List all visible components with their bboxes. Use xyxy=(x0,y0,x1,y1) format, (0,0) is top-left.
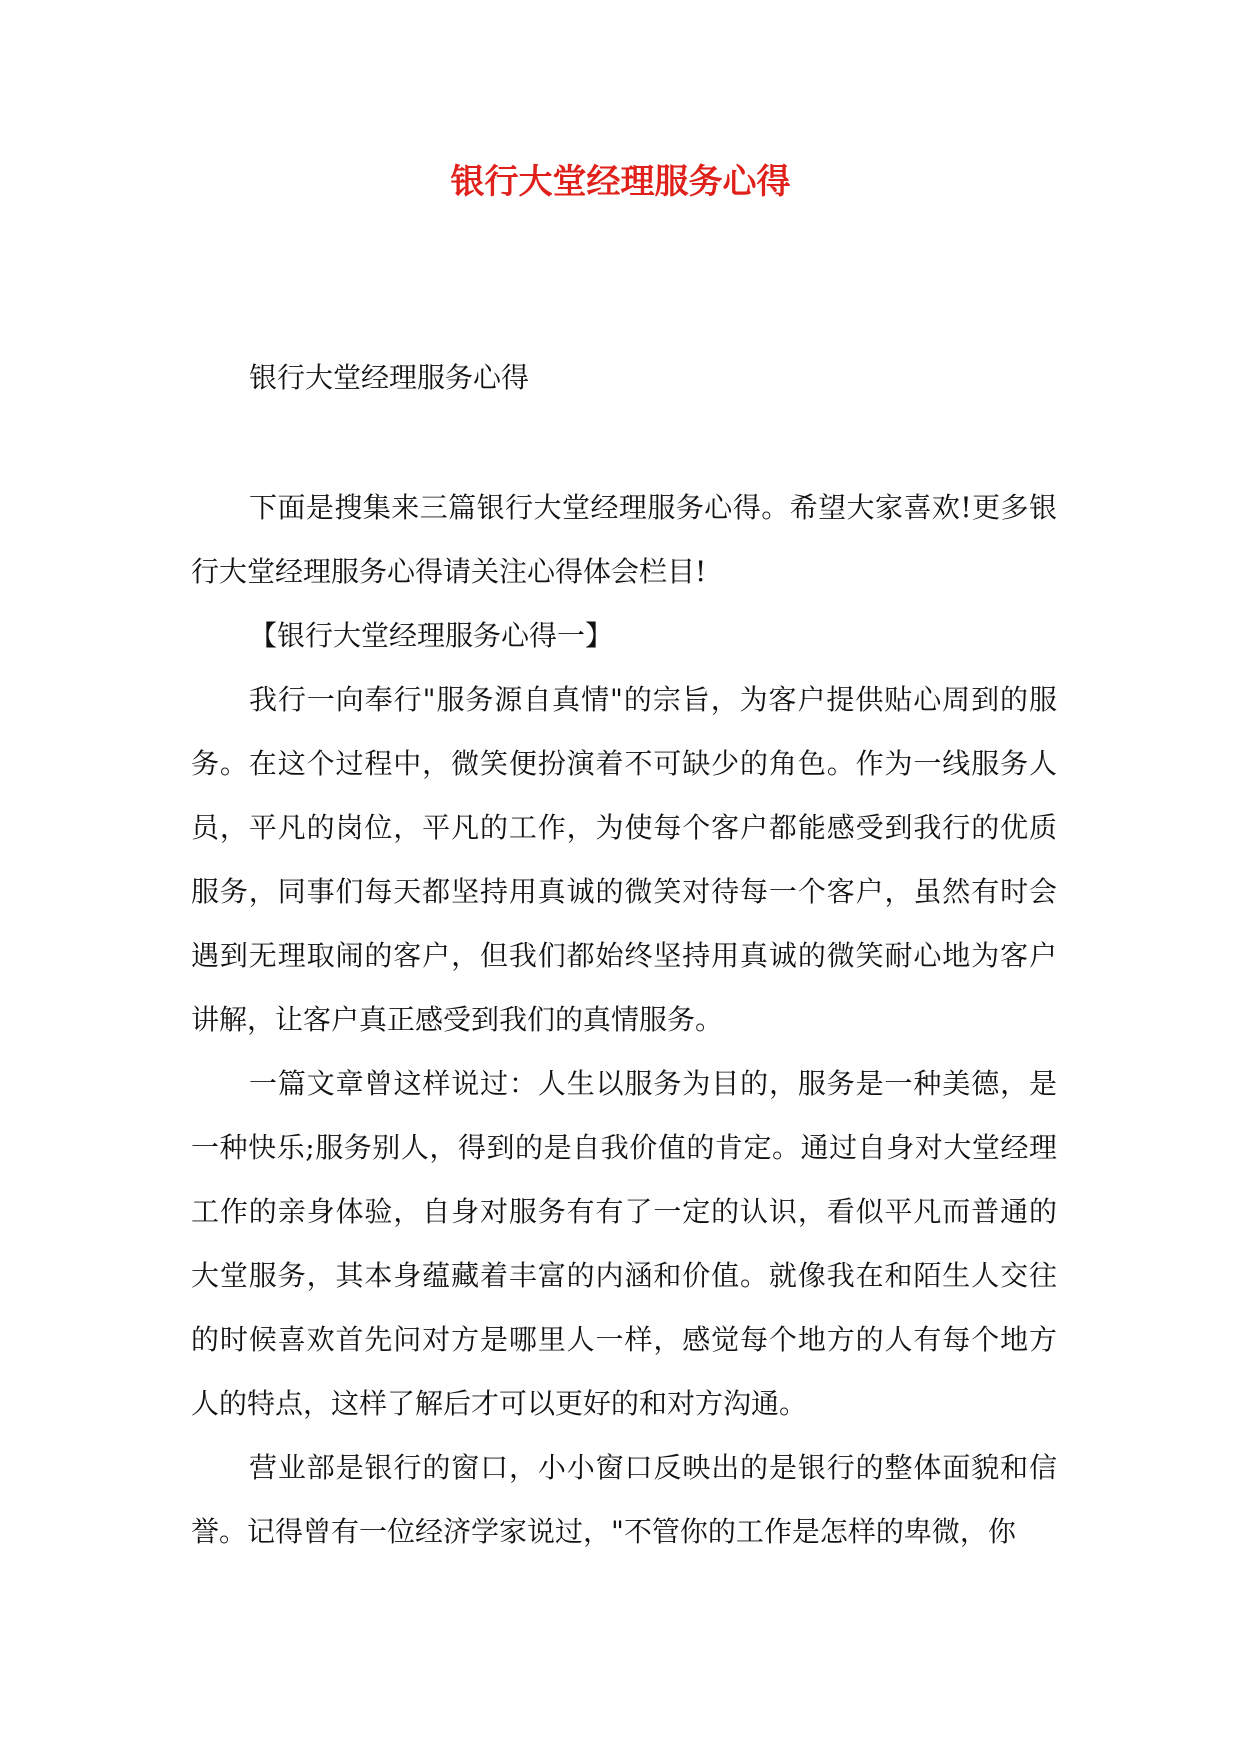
document-title: 银行大堂经理服务心得 xyxy=(450,162,791,202)
section-heading: 【银行大堂经理服务心得一】 xyxy=(249,619,614,652)
paragraph: 一篇文章曾这样说过：人生以服务为目的，服务是一种美德，是一种快乐;服务别人，得到的是自我价值的肯定。通过自身对大堂经理工作的亲身体验，自身对服务有有了一定的认识，看似平凡而普通的大堂服务，其本身蕴藏着丰富的内涵和价值。就像我在和陌生人交往的时候喜欢首先问对方是哪里人一样，感觉每个地方的人有每个地方人的特点，这样了解后才可以更好的和对方沟通。 xyxy=(191,1067,1057,1420)
paragraph: 我行一向奉行"服务源自真情"的宗旨，为客户提供贴心周到的服务。在这个过程中，微笑便扮演着不可缺少的角色。作为一线服务人员，平凡的岗位，平凡的工作，为使每个客户都能感受到我行的优质服务，同事们每天都坚持用真诚的微笑对待每一个客户，虽然有时会遇到无理取闹的客户，但我们都始终坚持用真诚的微笑耐心地为客户讲解，让客户真正感受到我们的真情服务。 xyxy=(191,683,1057,1036)
document-subtitle: 银行大堂经理服务心得 xyxy=(249,361,530,394)
document-body xyxy=(191,476,1057,1564)
paragraph-intro: 下面是搜集来三篇银行大堂经理服务心得。希望大家喜欢!更多银行大堂经理服务心得请关注心得体会栏目! xyxy=(191,491,1057,588)
paragraph: 营业部是银行的窗口，小小窗口反映出的是银行的整体面貌和信誉。记得曾有一位经济学家说过，"不管你的工作是怎样的卑微，你 xyxy=(191,1451,1057,1548)
